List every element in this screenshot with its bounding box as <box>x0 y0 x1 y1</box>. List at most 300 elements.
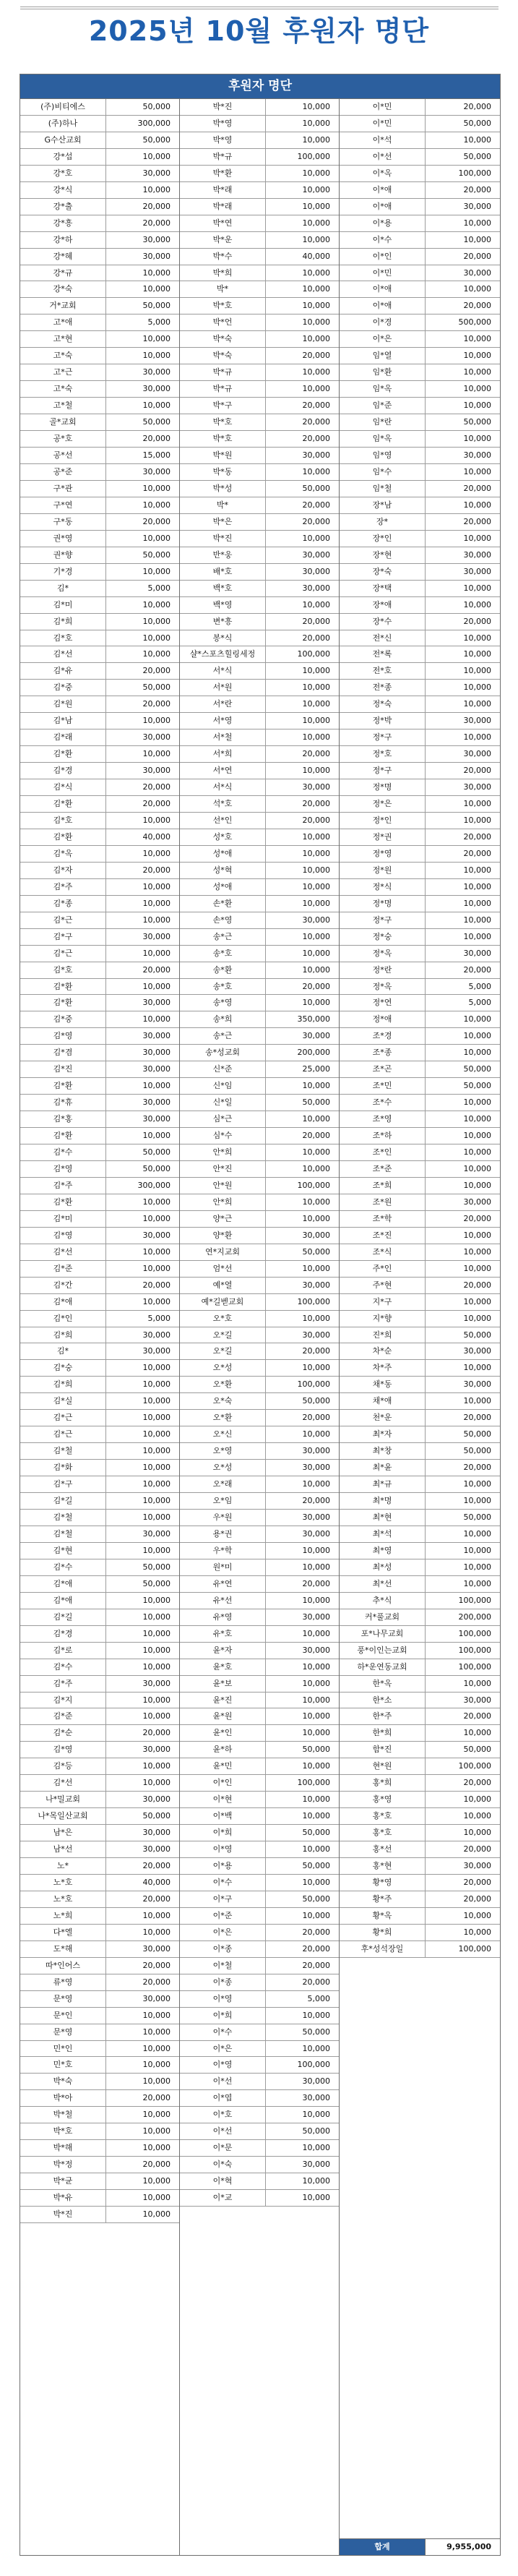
donor-name: 이*선 <box>180 2123 266 2139</box>
donation-amount: 30,000 <box>142 1097 170 1108</box>
donation-amount: 50,000 <box>302 483 330 493</box>
donor-name: 김*선 <box>20 1775 106 1791</box>
donation-amount: 10,000 <box>463 218 491 228</box>
donor-name: 예*열 <box>180 1278 266 1293</box>
donation-amount: 50,000 <box>463 1745 491 1755</box>
donation-amount: 15,000 <box>142 450 170 461</box>
donor-row <box>20 2157 179 2173</box>
donor-name: 이*애 <box>340 281 426 297</box>
donor-row <box>20 713 179 729</box>
donor-row <box>180 696 339 713</box>
donor-name: (주)하나 <box>20 116 106 132</box>
donor-row <box>340 763 500 779</box>
donor-row <box>340 1742 500 1758</box>
donor-name: 이*호 <box>180 2107 266 2123</box>
donor-row <box>20 1278 179 1294</box>
donor-name: 이*애 <box>340 298 426 314</box>
donation-amount: 30,000 <box>463 1346 491 1356</box>
donor-row <box>340 995 500 1011</box>
donation-amount: 10,000 <box>463 1910 491 1920</box>
donation-amount: 50,000 <box>302 1246 330 1257</box>
donor-name: 문*영 <box>20 1991 106 2007</box>
blank-row <box>340 2472 500 2489</box>
donation-amount: 50,000 <box>463 151 491 161</box>
donation-amount: 10,000 <box>463 1479 491 1489</box>
donation-amount: 10,000 <box>463 1363 491 1373</box>
page-title: 2025년 10월 후원자 명단 <box>88 15 430 47</box>
donation-amount: 30,000 <box>302 2160 330 2170</box>
donor-name: 오*임 <box>180 1493 266 1509</box>
donor-name: 김*원 <box>20 696 106 712</box>
blank-row <box>340 2273 500 2290</box>
donor-name: 거*교회 <box>20 298 106 314</box>
donation-amount: 20,000 <box>302 1960 330 1970</box>
donor-row <box>340 364 500 381</box>
donation-amount: 10,000 <box>463 1396 491 1406</box>
donor-name: 정*영 <box>340 846 426 862</box>
donor-row <box>340 1011 500 1028</box>
donor-row <box>180 1261 339 1278</box>
donation-amount: 10,000 <box>142 483 170 493</box>
donor-row <box>180 1443 339 1460</box>
donation-amount: 10,000 <box>302 2176 330 2186</box>
donor-name: 김*호 <box>20 813 106 829</box>
blank-row <box>180 2240 339 2256</box>
donor-row <box>20 1626 179 1643</box>
donation-amount: 30,000 <box>142 1048 170 1058</box>
donor-name: 이*영 <box>180 1991 266 2007</box>
donation-amount: 10,000 <box>302 1811 330 1821</box>
donation-amount: 10,000 <box>302 881 330 891</box>
donation-amount: 30,000 <box>142 1794 170 1805</box>
donor-row <box>20 646 179 663</box>
donation-amount: 50,000 <box>142 549 170 560</box>
donor-name: 김*환 <box>20 979 106 995</box>
donation-amount: 10,000 <box>463 1562 491 1572</box>
donor-name: 박*숙 <box>180 348 266 364</box>
donor-row <box>180 1725 339 1742</box>
donation-amount: 10,000 <box>142 1496 170 1506</box>
donor-name: 류*영 <box>20 1974 106 1990</box>
donor-name: 정*연 <box>340 995 426 1011</box>
blank-row <box>340 2306 500 2323</box>
donor-row <box>180 1144 339 1161</box>
donor-name: 김*준 <box>20 1261 106 1277</box>
donation-amount: 10,000 <box>302 466 330 476</box>
donor-name: 박*호 <box>20 2123 106 2139</box>
donor-row <box>340 597 500 614</box>
donation-amount: 10,000 <box>142 1296 170 1306</box>
donation-amount: 10,000 <box>142 981 170 991</box>
donor-name: 정*애 <box>340 1011 426 1027</box>
donor-name: 송*영 <box>180 995 266 1011</box>
donor-name: 조*민 <box>340 1078 426 1094</box>
donation-amount: 10,000 <box>463 500 491 510</box>
blank-row <box>20 2273 179 2290</box>
donation-amount: 20,000 <box>142 2160 170 2170</box>
donor-name: 서*원 <box>180 680 266 696</box>
donor-name: 박*영 <box>180 116 266 132</box>
donor-row <box>340 1426 500 1443</box>
donor-row <box>180 1974 339 1991</box>
donor-name: 민*인 <box>20 2041 106 2057</box>
donor-row <box>180 1676 339 1693</box>
donor-name: 윤*하 <box>180 1742 266 1758</box>
donor-name: 고*현 <box>20 331 106 347</box>
donor-name: 강*식 <box>20 182 106 198</box>
donation-amount: 30,000 <box>142 1943 170 1954</box>
donor-name: 김*근 <box>20 1426 106 1442</box>
donation-amount: 50,000 <box>142 102 170 111</box>
donation-amount: 10,000 <box>142 351 170 361</box>
donor-name: 고*숙 <box>20 348 106 364</box>
blank-row <box>340 2522 500 2538</box>
donation-amount: 100,000 <box>297 1778 330 1788</box>
donor-row <box>20 1360 179 1377</box>
donation-amount: 10,000 <box>142 2010 170 2020</box>
donation-amount: 30,000 <box>463 716 491 726</box>
donor-name: 임*환 <box>340 364 426 380</box>
donor-name: 박*수 <box>180 249 266 265</box>
donation-amount: 30,000 <box>142 998 170 1008</box>
donor-name: 김*애 <box>20 1294 106 1310</box>
donor-name: 서*란 <box>180 696 266 712</box>
donor-name: 김*휴 <box>20 1095 106 1111</box>
donor-row <box>340 182 500 199</box>
donor-row <box>180 348 339 364</box>
donor-name: 성*혁 <box>180 863 266 878</box>
donor-row <box>340 1061 500 1078</box>
donor-row <box>20 481 179 497</box>
donation-amount: 20,000 <box>302 1346 330 1356</box>
donor-row <box>20 796 179 813</box>
donation-amount: 300,000 <box>137 1180 170 1190</box>
donation-amount: 50,000 <box>463 417 491 427</box>
donation-amount: 20,000 <box>302 516 330 526</box>
donor-name: 박*규 <box>180 381 266 397</box>
donation-amount: 10,000 <box>142 1446 170 1456</box>
donor-name: 정*옥 <box>340 946 426 962</box>
donor-row <box>340 630 500 647</box>
donor-name: 공*준 <box>20 464 106 480</box>
donation-amount: 10,000 <box>142 633 170 643</box>
blank-row <box>20 2405 179 2422</box>
donation-amount: 30,000 <box>302 1280 330 1290</box>
donor-row <box>340 232 500 249</box>
donor-name: 최*현 <box>340 1510 426 1526</box>
donor-name: 이*숙 <box>180 2157 266 2173</box>
donation-amount: 350,000 <box>297 1014 330 1024</box>
donor-name: 함*진 <box>340 1742 426 1758</box>
donor-row <box>20 1228 179 1244</box>
donor-row <box>340 132 500 149</box>
donor-row <box>20 1510 179 1526</box>
donor-row <box>180 1460 339 1476</box>
donation-amount: 50,000 <box>463 1429 491 1439</box>
donor-row <box>180 1708 339 1725</box>
blank-row <box>340 2057 500 2074</box>
donation-amount: 10,000 <box>463 1031 491 1041</box>
donation-amount: 10,000 <box>302 2193 330 2203</box>
donation-amount: 10,000 <box>302 898 330 908</box>
donation-amount: 10,000 <box>302 1711 330 1721</box>
donor-name: 박*언 <box>180 314 266 330</box>
donor-name: 고*철 <box>20 398 106 414</box>
donor-name: 이*석 <box>340 132 426 148</box>
donor-name: 서*철 <box>180 729 266 745</box>
donation-amount: 10,000 <box>142 599 170 609</box>
donation-amount: 300,000 <box>137 118 170 128</box>
blank-row <box>340 2223 500 2240</box>
donation-amount: 20,000 <box>463 516 491 526</box>
donation-amount: 50,000 <box>142 1164 170 1173</box>
donor-row <box>20 199 179 215</box>
donor-row <box>340 1510 500 1526</box>
donor-row <box>20 979 179 996</box>
donor-row <box>180 1825 339 1841</box>
donor-name: 봉*식 <box>180 630 266 646</box>
donor-name: 손*영 <box>180 912 266 928</box>
donor-name: 전*신 <box>340 630 426 646</box>
donor-name: 조*진 <box>340 1228 426 1244</box>
donor-name: 이*애 <box>340 182 426 198</box>
donor-name: 정*옥 <box>340 979 426 995</box>
donation-amount: 10,000 <box>463 915 491 925</box>
donation-amount: 30,000 <box>463 749 491 759</box>
donor-name: 차*주 <box>340 1360 426 1376</box>
donation-amount: 20,000 <box>302 351 330 361</box>
donation-amount: 30,000 <box>302 2076 330 2087</box>
donor-name: 박*규 <box>180 149 266 165</box>
donor-row <box>20 1493 179 1510</box>
donation-amount: 10,000 <box>463 1114 491 1124</box>
donor-name: 김*자 <box>20 863 106 878</box>
donation-amount: 20,000 <box>463 1778 491 1788</box>
donation-amount: 30,000 <box>463 566 491 576</box>
donation-amount: 10,000 <box>302 118 330 128</box>
donor-name: 김*환 <box>20 746 106 762</box>
donor-name: 손*환 <box>180 896 266 912</box>
donor-row <box>20 1311 179 1327</box>
blank-row <box>340 2340 500 2356</box>
donor-row <box>20 863 179 879</box>
donation-amount: 20,000 <box>142 516 170 526</box>
donor-row <box>180 1991 339 2008</box>
donor-row <box>340 1111 500 1128</box>
blank-row <box>340 2489 500 2505</box>
donation-amount: 10,000 <box>302 1661 330 1672</box>
donor-name: 윤*자 <box>180 1643 266 1659</box>
donor-row <box>180 946 339 962</box>
donation-amount: 10,000 <box>142 1661 170 1672</box>
donation-amount: 50,000 <box>463 1330 491 1340</box>
donation-amount: 30,000 <box>302 1612 330 1622</box>
donor-name: 예*길벧교회 <box>180 1294 266 1310</box>
donation-amount: 10,000 <box>142 284 170 294</box>
donor-name: 김*수 <box>20 1559 106 1575</box>
donor-row <box>340 729 500 746</box>
donor-name: 김*숭 <box>20 1360 106 1376</box>
donor-row <box>340 696 500 713</box>
donor-name: 김*홍 <box>20 1111 106 1127</box>
donor-row <box>180 1161 339 1178</box>
donor-name: 김*구 <box>20 929 106 945</box>
donor-name: 김*주 <box>20 879 106 895</box>
donation-amount: 20,000 <box>302 1943 330 1954</box>
donor-row <box>340 1808 500 1825</box>
donor-row <box>20 281 179 298</box>
donation-amount: 10,000 <box>302 1213 330 1223</box>
donor-name: 윤*호 <box>180 1659 266 1675</box>
donor-row <box>340 448 500 464</box>
donor-table <box>20 74 501 2556</box>
donation-amount: 10,000 <box>142 898 170 908</box>
donation-amount: 10,000 <box>142 151 170 161</box>
donation-amount: 20,000 <box>302 749 330 759</box>
donor-row <box>180 481 339 497</box>
donation-amount: 30,000 <box>142 1346 170 1356</box>
donation-amount: 30,000 <box>142 732 170 743</box>
donor-row <box>180 680 339 696</box>
donor-row <box>340 779 500 796</box>
donor-name: 이*희 <box>180 2008 266 2024</box>
donor-row <box>340 1278 500 1294</box>
donor-row <box>20 1045 179 1061</box>
donor-row <box>20 1925 179 1941</box>
donor-name: 오*숙 <box>180 1393 266 1409</box>
donor-row <box>180 2024 339 2041</box>
donor-name: 임*수 <box>340 464 426 480</box>
donor-row <box>180 729 339 746</box>
donor-row <box>20 314 179 331</box>
blank-row <box>180 2207 339 2223</box>
donor-row <box>340 1261 500 1278</box>
donation-amount: 10,000 <box>142 848 170 858</box>
donor-name: 김*주 <box>20 1178 106 1194</box>
donation-amount: 50,000 <box>463 118 491 128</box>
donor-row <box>180 2041 339 2058</box>
donor-name: 안*원 <box>180 1178 266 1194</box>
donor-name: 장*숙 <box>340 564 426 580</box>
donor-name: 도*해 <box>20 1941 106 1957</box>
donor-row <box>340 1792 500 1808</box>
donation-amount: 10,000 <box>142 1910 170 1920</box>
donor-name: 이*민 <box>340 99 426 115</box>
donor-row <box>340 746 500 763</box>
donor-name: 심*근 <box>180 1111 266 1127</box>
donor-name: 김*현 <box>20 1543 106 1559</box>
donation-amount: 10,000 <box>142 184 170 194</box>
donor-row <box>340 564 500 581</box>
donor-name: 강*흥 <box>20 215 106 231</box>
donor-name: 김*환 <box>20 1194 106 1210</box>
donor-name: 임*열 <box>340 348 426 364</box>
donation-amount: 10,000 <box>302 1877 330 1887</box>
donor-row <box>20 1758 179 1775</box>
donation-amount: 10,000 <box>142 749 170 759</box>
donation-amount: 10,000 <box>302 1114 330 1124</box>
donor-name: 이*구 <box>180 1891 266 1907</box>
blank-row <box>20 2306 179 2323</box>
donor-name: 박*호 <box>180 298 266 314</box>
donor-name: 이*준 <box>180 1908 266 1924</box>
donor-row <box>180 497 339 514</box>
donor-name: 이*수 <box>180 1875 266 1891</box>
blank-row <box>340 2389 500 2406</box>
donor-name: 박*호 <box>180 414 266 430</box>
donor-name: 주*인 <box>340 1261 426 1277</box>
donor-row <box>180 1078 339 1095</box>
donation-amount: 10,000 <box>463 881 491 891</box>
donation-amount: 10,000 <box>463 898 491 908</box>
blank-row <box>340 2140 500 2157</box>
donor-name: 포*나무교회 <box>340 1626 426 1642</box>
donation-amount: 50,000 <box>302 1894 330 1904</box>
donor-row <box>340 1908 500 1925</box>
donation-amount: 30,000 <box>142 1528 170 1539</box>
donation-amount: 30,000 <box>302 450 330 461</box>
donation-amount: 10,000 <box>142 1014 170 1024</box>
donor-row <box>20 1808 179 1825</box>
blank-row <box>20 2389 179 2406</box>
donation-amount: 20,000 <box>302 799 330 809</box>
donor-name: 기*경 <box>20 564 106 580</box>
donor-row <box>180 1095 339 1111</box>
donor-row <box>20 364 179 381</box>
donation-amount: 10,000 <box>302 1313 330 1323</box>
donor-row <box>340 1493 500 1510</box>
donor-row <box>20 879 179 896</box>
donor-name: 정*박 <box>340 713 426 729</box>
donor-name: 천*운 <box>340 1410 426 1426</box>
blank-row <box>20 2489 179 2505</box>
donor-row <box>340 1643 500 1659</box>
donation-amount: 10,000 <box>142 1711 170 1721</box>
donor-name: 이*선 <box>180 2074 266 2089</box>
donor-name: 강*출 <box>20 199 106 215</box>
donor-name: 박*규 <box>180 364 266 380</box>
donor-name: 이*수 <box>180 2024 266 2040</box>
donor-name: 유*호 <box>180 1626 266 1642</box>
donation-amount: 10,000 <box>463 1263 491 1273</box>
donor-row <box>20 2107 179 2123</box>
donation-amount: 100,000 <box>458 1761 491 1771</box>
donation-amount: 30,000 <box>142 1114 170 1124</box>
donation-amount: 10,000 <box>142 1512 170 1523</box>
donor-row <box>340 1377 500 1393</box>
donor-row <box>180 1858 339 1875</box>
donor-name: 김*근 <box>20 946 106 962</box>
donation-amount: 10,000 <box>463 865 491 875</box>
donor-name: 이*희 <box>180 1825 266 1841</box>
donation-amount: 20,000 <box>142 201 170 211</box>
donation-amount: 30,000 <box>302 1446 330 1456</box>
donation-amount: 10,000 <box>463 1180 491 1190</box>
donor-name: 김*길 <box>20 1609 106 1625</box>
donation-amount: 30,000 <box>463 201 491 211</box>
donor-row <box>20 597 179 614</box>
donor-row <box>180 813 339 829</box>
donor-row <box>180 1775 339 1792</box>
donation-amount: 30,000 <box>142 1330 170 1340</box>
donor-row <box>20 1144 179 1161</box>
donation-amount: 10,000 <box>302 1695 330 1705</box>
donor-name: 임*란 <box>340 414 426 430</box>
donation-amount: 50,000 <box>302 1396 330 1406</box>
donation-amount: 10,000 <box>302 1728 330 1738</box>
donor-row <box>180 2057 339 2074</box>
donor-name: 강*호 <box>20 166 106 181</box>
